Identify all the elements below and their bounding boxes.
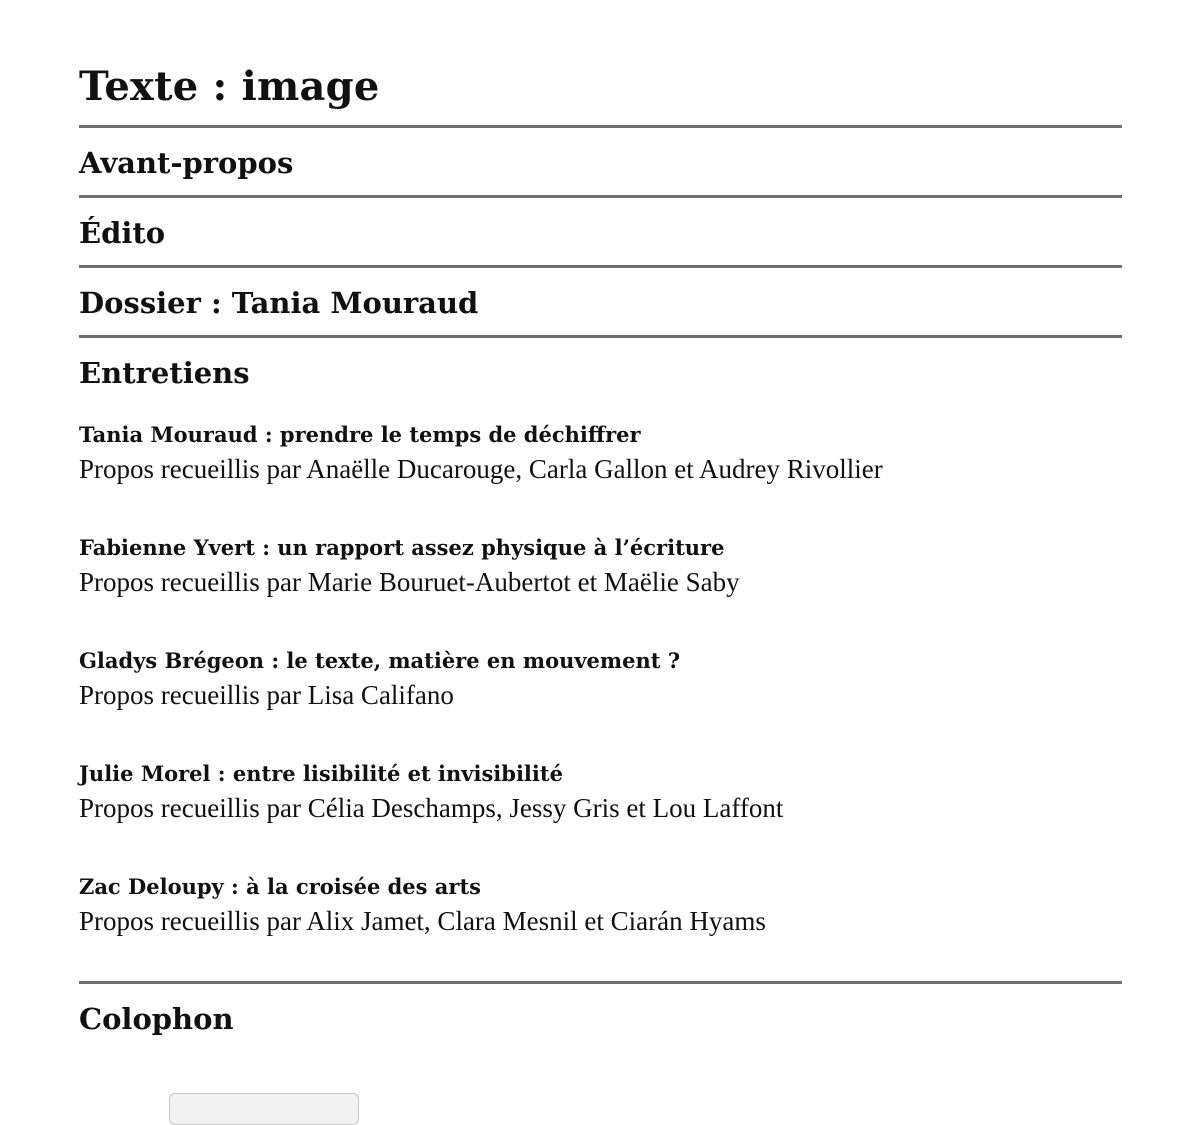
divider [79, 195, 1122, 198]
section-entretiens: Entretiens [79, 356, 250, 390]
divider [79, 125, 1122, 128]
interview-credit: Propos recueillis par Marie Bouruet-Aubertot et Maëlie Saby [79, 567, 740, 597]
section-avant-propos[interactable]: Avant-propos [79, 146, 294, 180]
interview-entry[interactable] [79, 759, 1122, 827]
interview-title[interactable]: Julie Morel : entre lisibilité et invisibilité [79, 761, 563, 786]
section-dossier[interactable]: Dossier : Tania Mouraud [79, 286, 479, 320]
page-title: Texte : image [79, 63, 380, 110]
divider [79, 335, 1122, 338]
divider [79, 265, 1122, 268]
interview-title[interactable]: Zac Deloupy : à la croisée des arts [79, 874, 481, 899]
interview-title[interactable]: Tania Mouraud : prendre le temps de déchiffrer [79, 422, 641, 447]
cut-off-button[interactable] [169, 1093, 359, 1125]
section-colophon[interactable]: Colophon [79, 1002, 234, 1036]
table-of-contents [79, 0, 1122, 1100]
interview-credit: Propos recueillis par Lisa Califano [79, 680, 454, 710]
interview-title[interactable]: Gladys Brégeon : le texte, matière en mouvement ? [79, 648, 681, 673]
interview-entry[interactable] [79, 420, 1122, 488]
interview-credit: Propos recueillis par Célia Deschamps, Jessy Gris et Lou Laffont [79, 793, 784, 823]
interview-credit: Propos recueillis par Anaëlle Ducarouge, Carla Gallon et Audrey Rivollier [79, 454, 883, 484]
interview-title[interactable]: Fabienne Yvert : un rapport assez physique à l’écriture [79, 535, 725, 560]
interview-entry[interactable] [79, 872, 1122, 940]
interview-entry[interactable] [79, 646, 1122, 714]
section-edito[interactable]: Édito [79, 216, 166, 250]
interview-entry[interactable] [79, 533, 1122, 601]
interview-credit: Propos recueillis par Alix Jamet, Clara Mesnil et Ciarán Hyams [79, 906, 766, 936]
divider [79, 981, 1122, 984]
